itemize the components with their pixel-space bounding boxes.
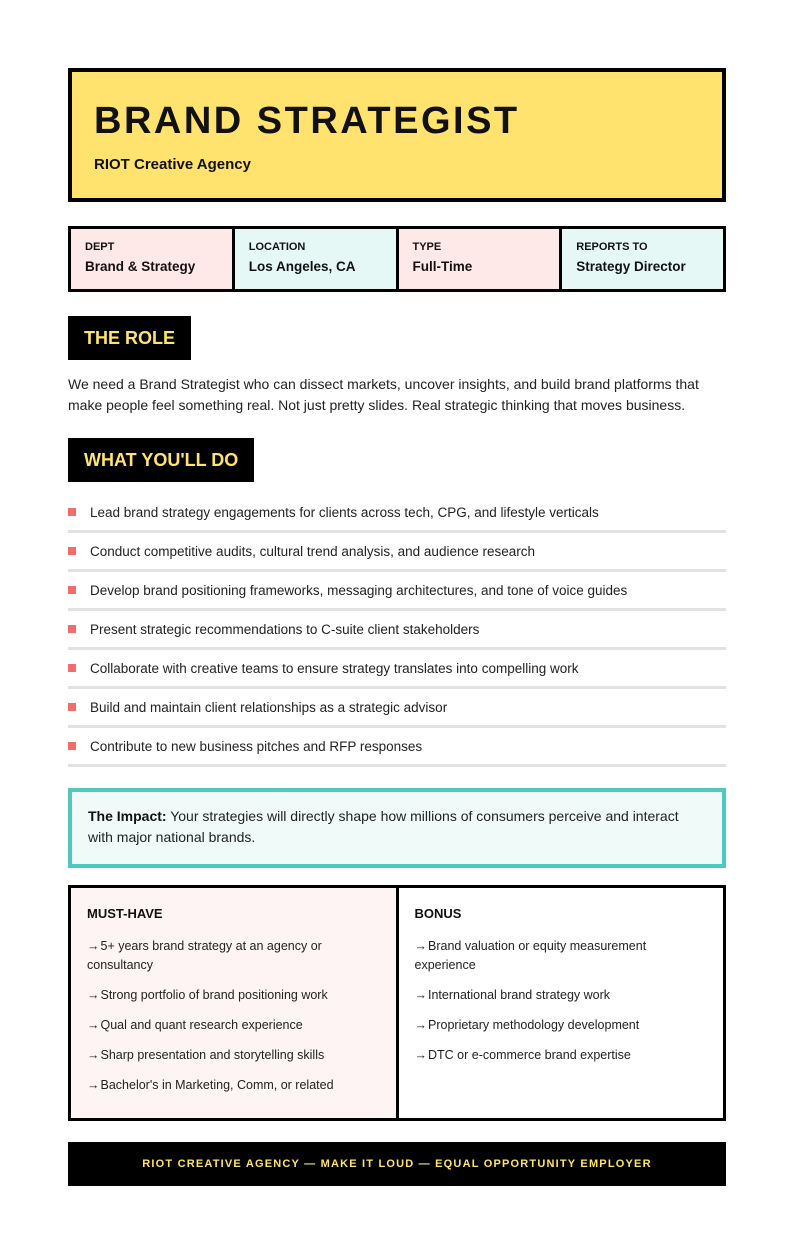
square-bullet-icon — [68, 664, 76, 672]
duty-text: Build and maintain client relationships as a strategic advisor — [90, 699, 448, 715]
requirements-table — [68, 885, 726, 1121]
meta-dept — [71, 229, 235, 289]
meta-type — [399, 229, 563, 289]
must-have-heading: MUST-HAVE — [87, 906, 163, 921]
list-item — [87, 1046, 380, 1065]
role-description: We need a Brand Strategist who can dissect markets, uncover insights, and build brand platforms that make people feel something real. Not just pretty slides. Real strategic thinking that moves business. — [68, 376, 699, 413]
job-title: BRAND STRATEGIST — [94, 100, 520, 142]
impact-text: Your strategies will directly shape how millions of consumers perceive and interact with major national brands. — [88, 808, 679, 845]
meta-reports-to — [562, 229, 723, 289]
requirement-text: 5+ years brand strategy at an agency or consultancy — [87, 939, 322, 972]
duty-text: Contribute to new business pitches and RFP responses — [90, 738, 423, 754]
impact-callout — [68, 788, 726, 868]
list-item — [415, 986, 708, 1005]
list-item — [415, 1046, 708, 1065]
footer-banner: RIOT CREATIVE AGENCY — MAKE IT LOUD — EQUAL OPPORTUNITY EMPLOYER — [68, 1142, 726, 1186]
requirement-text: Strong portfolio of brand positioning work — [100, 988, 328, 1002]
list-item — [87, 1016, 380, 1035]
meta-label: TYPE — [412, 241, 442, 253]
square-bullet-icon — [68, 586, 76, 594]
arrow-right-icon: → — [87, 1018, 100, 1032]
must-have-list — [87, 937, 380, 1095]
list-item — [68, 611, 726, 650]
meta-location — [235, 229, 399, 289]
role-heading: THE ROLE — [68, 316, 191, 360]
arrow-right-icon: → — [87, 939, 100, 953]
arrow-right-icon: → — [414, 939, 427, 953]
arrow-right-icon: → — [414, 1048, 427, 1062]
must-have-column — [71, 888, 399, 1118]
list-item — [68, 650, 726, 689]
duty-text: Collaborate with creative teams to ensure strategy translates into compelling work — [90, 660, 579, 676]
square-bullet-icon — [68, 703, 76, 711]
requirement-text: Qual and quant research experience — [100, 1018, 303, 1032]
list-item — [68, 728, 726, 767]
list-item — [415, 1016, 708, 1035]
bonus-column — [399, 888, 724, 1118]
duty-text: Develop brand positioning frameworks, messaging architectures, and tone of voice guides — [90, 582, 628, 598]
list-item — [415, 937, 708, 975]
list-item — [68, 572, 726, 611]
list-item — [68, 689, 726, 728]
requirement-text: International brand strategy work — [428, 988, 611, 1002]
arrow-right-icon: → — [414, 1018, 427, 1032]
list-item — [87, 937, 380, 975]
arrow-right-icon: → — [87, 1078, 100, 1092]
bonus-list — [415, 937, 708, 1065]
duty-text: Conduct competitive audits, cultural trend analysis, and audience research — [90, 543, 535, 559]
square-bullet-icon — [68, 625, 76, 633]
requirement-text: Brand valuation or equity measurement experience — [414, 939, 647, 972]
square-bullet-icon — [68, 742, 76, 750]
arrow-right-icon: → — [414, 988, 427, 1002]
square-bullet-icon — [68, 547, 76, 555]
meta-value: Strategy Director — [576, 259, 686, 274]
impact-label: The Impact: — [88, 808, 167, 824]
meta-label: REPORTS TO — [576, 241, 648, 253]
duties-heading: WHAT YOU'LL DO — [68, 438, 254, 482]
list-item — [68, 494, 726, 533]
header-banner — [68, 68, 726, 202]
list-item — [87, 1076, 380, 1095]
meta-label: LOCATION — [248, 241, 306, 253]
company-name: RIOT Creative Agency — [94, 156, 251, 173]
duties-list — [68, 494, 726, 767]
requirement-text: Sharp presentation and storytelling skills — [100, 1048, 325, 1062]
requirement-text: Proprietary methodology development — [428, 1018, 640, 1032]
duty-text: Lead brand strategy engagements for clients across tech, CPG, and lifestyle verticals — [90, 504, 599, 520]
arrow-right-icon: → — [87, 988, 100, 1002]
duty-text: Present strategic recommendations to C-suite client stakeholders — [90, 621, 480, 637]
arrow-right-icon: → — [87, 1048, 100, 1062]
meta-label: DEPT — [85, 241, 115, 253]
square-bullet-icon — [68, 508, 76, 516]
meta-value: Los Angeles, CA — [248, 259, 356, 274]
meta-value: Full-Time — [412, 259, 473, 274]
list-item — [68, 533, 726, 572]
job-meta-table — [68, 226, 726, 292]
requirement-text: Bachelor's in Marketing, Comm, or related — [100, 1078, 334, 1092]
meta-value: Brand & Strategy — [85, 259, 196, 274]
list-item — [87, 986, 380, 1005]
job-posting — [68, 68, 726, 1186]
requirement-text: DTC or e-commerce brand expertise — [428, 1048, 631, 1062]
bonus-heading: BONUS — [414, 906, 462, 921]
